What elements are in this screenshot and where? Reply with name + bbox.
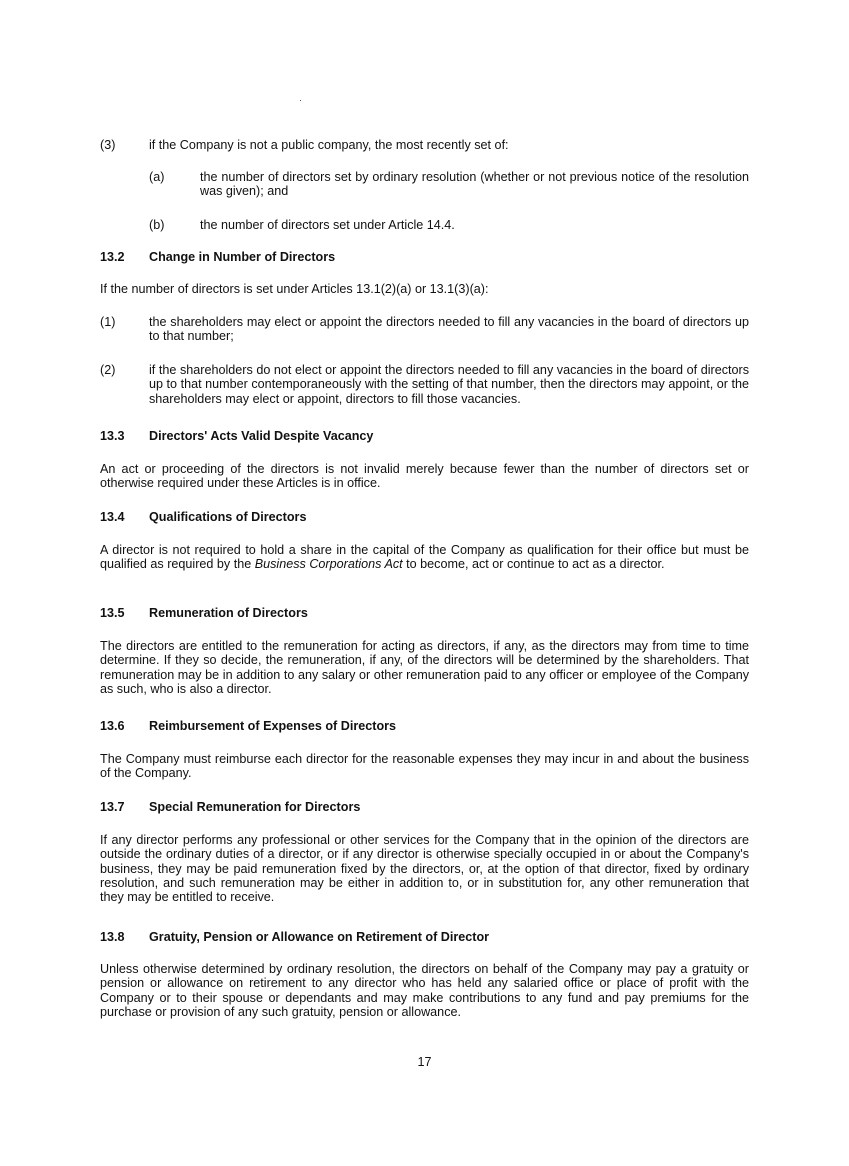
list-item-1 [100,315,749,344]
section-number: 13.8 [100,930,125,944]
section-heading-13-3 [100,429,373,443]
section-title: Special Remuneration for Directors [149,800,361,814]
section-title: Change in Number of Directors [149,250,336,264]
item-number: (b) [149,218,165,232]
section-body: The Company must reimburse each director for the reasonable expenses they may incur in and about the business of the Company. [100,752,749,781]
section-body [100,543,749,572]
section-number: 13.3 [100,429,125,443]
list-item-3 [100,138,749,152]
item-number: (2) [100,363,116,377]
section-title: Gratuity, Pension or Allowance on Retirement of Director [149,930,490,944]
item-number: (3) [100,138,116,152]
section-number: 13.5 [100,606,125,620]
section-heading-13-4 [100,510,306,524]
section-heading-13-7 [100,800,360,814]
item-number: (a) [149,170,165,184]
section-heading-13-8 [100,930,489,944]
section-title: Reimbursement of Expenses of Directors [149,719,397,733]
section-body: The directors are entitled to the remuneration for acting as directors, if any, as the directors may from time to time determine. If they so decide, the remuneration, if any, of the directors will be determined by the shareholders. That remuneration may be in addition to any salary or other remuneration paid to any officer or employee of the Company as such, who is also a director. [100,639,749,696]
item-text: if the shareholders do not elect or appoint the directors needed to fill any vacancies in the board of directors up to that number contemporaneously with the setting of that number, then the directors may appoint, or the shareholders may elect or appoint, directors to fill those vacancies. [149,363,749,406]
section-number: 13.2 [100,250,125,264]
item-text: the number of directors set by ordinary resolution (whether or not previous notice of the resolution was given); and [200,170,749,199]
item-number: (1) [100,315,116,329]
section-body: Unless otherwise determined by ordinary resolution, the directors on behalf of the Company may pay a gratuity or pension or allowance on retirement to any director who has held any salaried office or place of profit with the Company or to their spouse or dependants and may make contributions to any fund and pay premiums for the purchase or provision of any such gratuity, pension or allowance. [100,962,749,1019]
section-intro: If the number of directors is set under Articles 13.1(2)(a) or 13.1(3)(a): [100,282,489,296]
list-item-3b [149,218,749,232]
page-number: 17 [417,1055,432,1069]
body-text: to become, act or continue to act as a director. [402,557,665,572]
section-body: If any director performs any professional or other services for the Company that in the opinion of the directors are outside the ordinary duties of a director, or if any director is otherwise specially occupied in or about the Company's business, they may be paid remuneration fixed by the directors, or, at the option of that director, fixed by ordinary resolution, and such remuneration may be either in addition to, or in substitution for, any other remuneration that they may be entitled to receive. [100,833,749,905]
act-name: Business Corporations Act [254,557,403,572]
section-title: Directors' Acts Valid Despite Vacancy [149,429,374,443]
section-number: 13.4 [100,510,125,524]
body-text: A director is not required to hold a share in the capital of the Company as qualification for their office but must be qualified as required by the [100,543,749,572]
item-text: if the Company is not a public company, the most recently set of: [149,138,509,152]
section-heading-13-5 [100,606,308,620]
item-text: the shareholders may elect or appoint the directors needed to fill any vacancies in the board of directors up to that number; [149,315,749,344]
section-title: Remuneration of Directors [149,606,308,620]
item-text: the number of directors set under Article 14.4. [200,218,455,232]
list-item-2 [100,363,749,406]
section-body: An act or proceeding of the directors is not invalid merely because fewer than the number of directors set or otherwise required under these Articles is in office. [100,462,749,491]
section-heading-13-2 [100,250,335,264]
section-title: Qualifications of Directors [149,510,307,524]
section-number: 13.6 [100,719,125,733]
section-number: 13.7 [100,800,125,814]
list-item-3a [149,170,749,199]
stray-dot [300,100,301,101]
section-heading-13-6 [100,719,396,733]
